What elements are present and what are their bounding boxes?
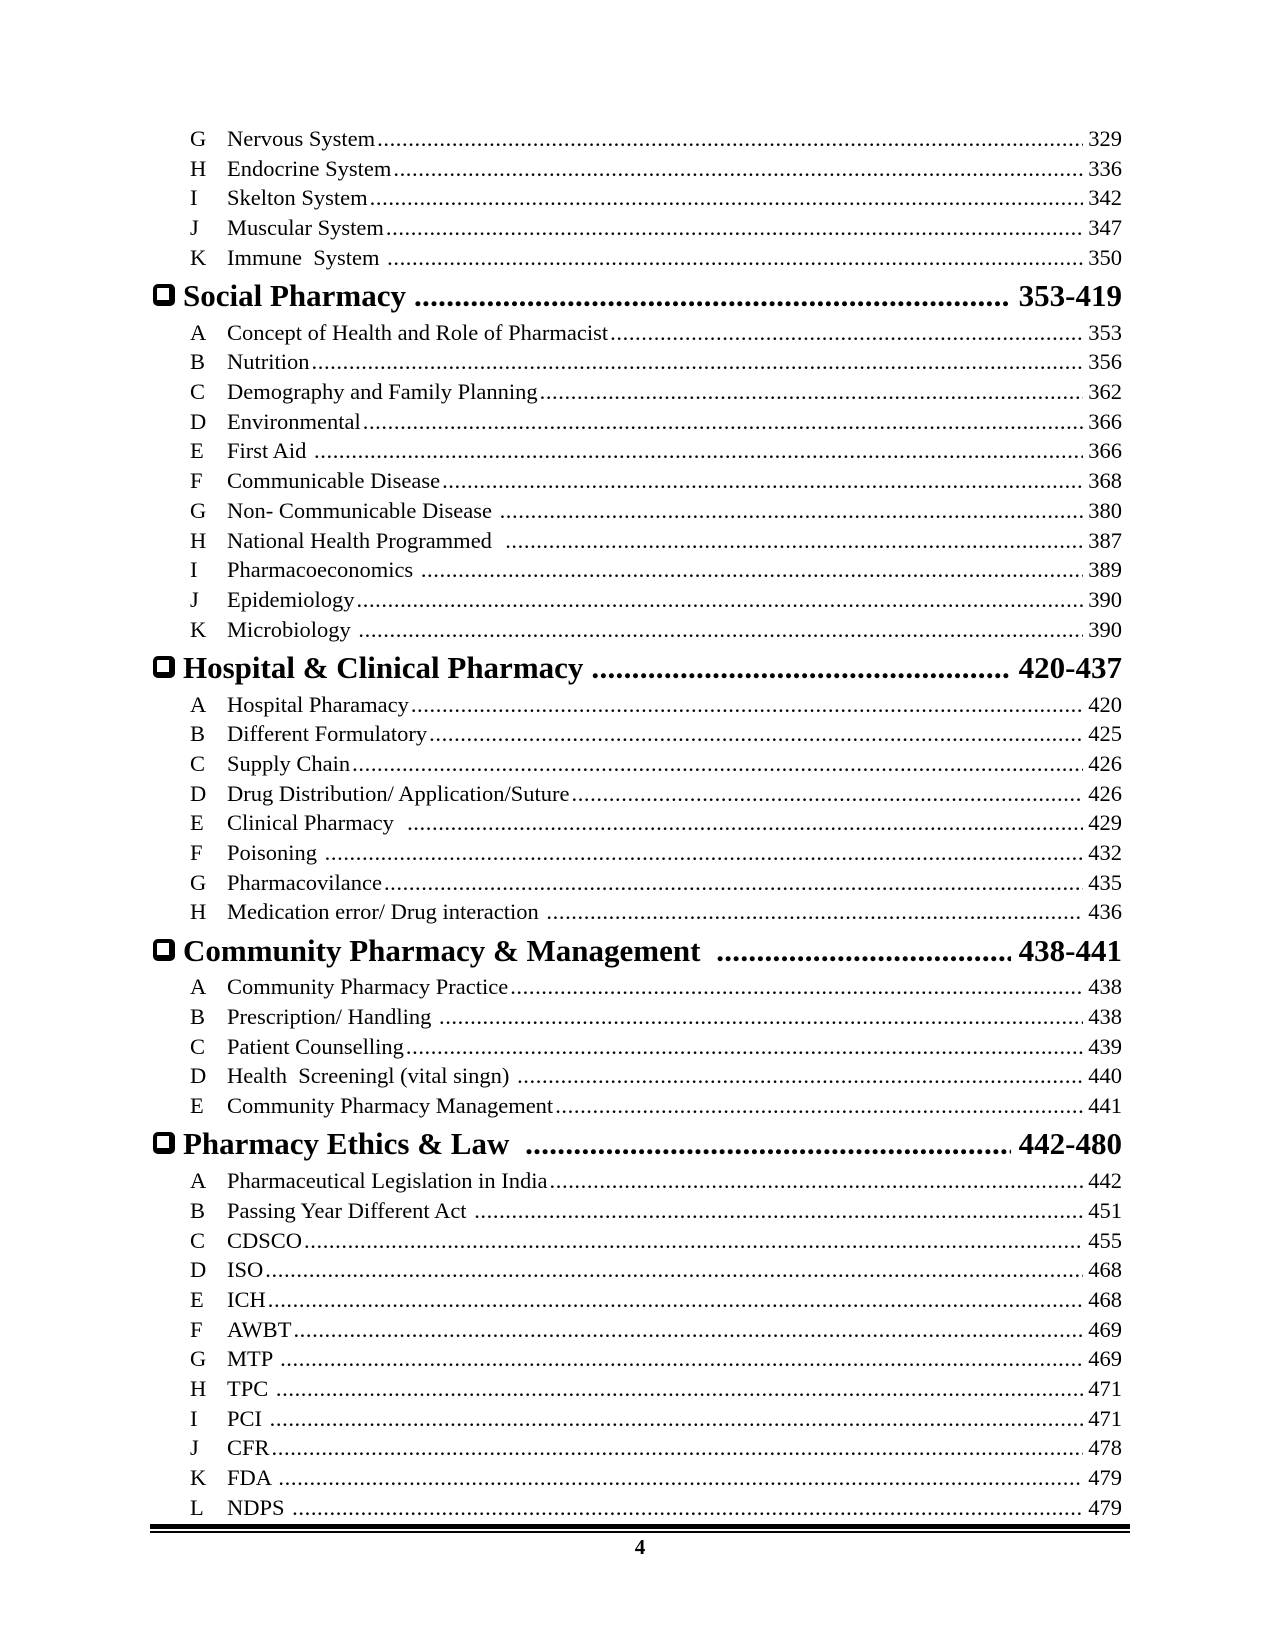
toc-entry xyxy=(150,436,1122,466)
entry-letter: J xyxy=(190,586,199,612)
toc-entry xyxy=(150,1433,1122,1463)
entry-title: Different Formulatory xyxy=(227,721,428,747)
entry-letter: G xyxy=(190,1346,207,1372)
toc-entry xyxy=(150,1463,1122,1493)
dot-leader xyxy=(292,1493,1083,1523)
entry-title: TPC xyxy=(227,1375,274,1401)
toc-entry xyxy=(150,124,1122,154)
entry-title: Microbiology xyxy=(227,616,357,642)
entry-title: Drug Distribution/ Application/Suture xyxy=(227,780,570,806)
dot-leader xyxy=(610,318,1083,348)
toc-entry xyxy=(150,1226,1122,1256)
dot-leader xyxy=(414,278,1011,313)
dot-leader xyxy=(314,436,1083,466)
entry-letter: F xyxy=(190,1316,203,1342)
toc-entry xyxy=(150,972,1122,1002)
entry-title: NDPS xyxy=(227,1494,291,1520)
dot-leader xyxy=(280,1344,1083,1374)
entry-letter: E xyxy=(190,438,204,464)
entry-page-number: 469 xyxy=(1088,1316,1122,1342)
entry-title: MTP xyxy=(227,1346,279,1372)
entry-title: Environmental xyxy=(227,408,361,434)
entry-page-number: 441 xyxy=(1088,1093,1122,1119)
entry-page-number: 425 xyxy=(1088,721,1122,747)
entry-letter: K xyxy=(190,616,207,642)
dot-leader xyxy=(387,243,1083,273)
toc-entry xyxy=(150,183,1122,213)
dot-leader xyxy=(268,1285,1084,1315)
entry-letter: J xyxy=(190,1435,199,1461)
toc-section-header xyxy=(150,1126,1122,1161)
toc-entry xyxy=(150,555,1122,585)
dot-leader xyxy=(421,555,1083,585)
toc-entry xyxy=(150,1196,1122,1226)
entry-letter: A xyxy=(190,1168,207,1194)
entry-letter: B xyxy=(190,1004,206,1030)
entry-title: Epidemiology xyxy=(227,586,355,612)
dot-leader xyxy=(363,407,1084,437)
entry-page-number: 350 xyxy=(1088,244,1122,270)
dot-leader xyxy=(312,347,1084,377)
entry-title: PCI xyxy=(227,1405,268,1431)
entry-title: Patient Counselling xyxy=(227,1033,404,1059)
toc-entry xyxy=(150,838,1122,868)
section-page-range: 442-480 xyxy=(1018,1126,1122,1162)
entry-title: FDA xyxy=(227,1465,277,1490)
entry-page-number: 362 xyxy=(1088,379,1122,405)
toc-entry xyxy=(150,496,1122,526)
dot-leader xyxy=(411,690,1083,720)
entry-page-number: 478 xyxy=(1088,1435,1122,1461)
entry-page-number: 329 xyxy=(1088,126,1122,151)
toc-entry xyxy=(150,1032,1122,1062)
entry-page-number: 387 xyxy=(1088,527,1122,553)
entry-letter: I xyxy=(190,185,198,211)
entry-title: Pharmaceutical Legislation in India xyxy=(227,1168,548,1194)
dot-leader xyxy=(386,213,1083,243)
dot-leader xyxy=(276,1374,1083,1404)
toc-entry xyxy=(150,779,1122,809)
entry-page-number: 479 xyxy=(1088,1494,1122,1520)
dot-leader xyxy=(555,1091,1083,1121)
entry-letter: E xyxy=(190,1093,204,1119)
toc-entry xyxy=(150,347,1122,377)
entry-page-number: 390 xyxy=(1088,616,1122,642)
toc-entry xyxy=(150,526,1122,556)
entry-page-number: 451 xyxy=(1088,1197,1122,1223)
entry-letter: H xyxy=(190,1375,207,1401)
entry-letter: I xyxy=(190,557,198,583)
dot-leader xyxy=(377,124,1083,154)
entry-title: Prescription/ Handling xyxy=(227,1004,437,1030)
entry-title: ISO xyxy=(227,1257,264,1283)
toc-entry xyxy=(150,1002,1122,1032)
dot-leader xyxy=(272,1433,1084,1463)
entry-letter: G xyxy=(190,126,207,151)
entry-page-number: 336 xyxy=(1088,155,1122,181)
entry-page-number: 426 xyxy=(1088,750,1122,776)
entry-page-number: 380 xyxy=(1088,497,1122,523)
entry-title: Demography and Family Planning xyxy=(227,379,538,405)
entry-letter: D xyxy=(190,780,207,806)
dot-leader xyxy=(293,1315,1083,1345)
dot-leader xyxy=(540,377,1084,407)
section-title: Social Pharmacy xyxy=(183,277,406,313)
entry-page-number: 436 xyxy=(1088,899,1122,925)
dot-leader xyxy=(407,808,1083,838)
toc-entry xyxy=(150,749,1122,779)
toc-entry xyxy=(150,377,1122,407)
entry-title: Endocrine System xyxy=(227,155,392,181)
dot-leader xyxy=(517,1061,1083,1091)
entry-page-number: 432 xyxy=(1088,840,1122,866)
dot-leader xyxy=(304,1226,1083,1256)
toc-section-header xyxy=(150,278,1122,313)
entry-page-number: 429 xyxy=(1088,810,1122,836)
entry-letter: H xyxy=(190,527,207,553)
toc-entry xyxy=(150,243,1122,273)
dot-leader xyxy=(500,496,1084,526)
toc-entry xyxy=(150,1344,1122,1374)
dot-leader xyxy=(278,1463,1083,1493)
entry-letter: I xyxy=(190,1405,198,1431)
open-square-icon xyxy=(153,1132,175,1154)
dot-leader xyxy=(591,650,1010,685)
toc-entry xyxy=(150,1315,1122,1345)
entry-title: First Aid xyxy=(227,438,313,464)
entry-title: Pharmacovilance xyxy=(227,869,382,895)
entry-letter: B xyxy=(190,721,206,747)
entry-page-number: 440 xyxy=(1088,1063,1122,1089)
entry-title: Muscular System xyxy=(227,215,384,241)
entry-title: Clinical Pharmacy xyxy=(227,810,406,836)
entry-letter: J xyxy=(190,215,199,241)
entry-title: AWBT xyxy=(227,1316,292,1342)
entry-letter: C xyxy=(190,1033,206,1059)
dot-leader xyxy=(505,526,1083,556)
section-title: Pharmacy Ethics & Law xyxy=(183,1126,518,1162)
dot-leader xyxy=(510,972,1083,1002)
dot-leader xyxy=(393,154,1083,184)
entry-letter: A xyxy=(190,319,207,345)
entry-title: Pharmacoeconomics xyxy=(227,557,419,583)
entry-page-number: 347 xyxy=(1088,215,1122,241)
entry-letter: L xyxy=(190,1494,204,1520)
toc-entry xyxy=(150,808,1122,838)
entry-page-number: 455 xyxy=(1088,1227,1122,1253)
section-page-range: 438-441 xyxy=(1018,932,1122,968)
dot-leader xyxy=(474,1196,1083,1226)
entry-page-number: 468 xyxy=(1088,1286,1122,1312)
entry-title: Non- Communicable Disease xyxy=(227,497,498,523)
dot-leader xyxy=(439,1002,1083,1032)
section-page-range: 420-437 xyxy=(1018,649,1122,685)
entry-title: Nutrition xyxy=(227,349,310,375)
dot-leader xyxy=(429,719,1083,749)
entry-letter: C xyxy=(190,379,206,405)
entry-letter: A xyxy=(190,974,207,1000)
toc-entry xyxy=(150,1404,1122,1434)
entry-title: Communicable Disease xyxy=(227,468,441,494)
entry-title: Immune System xyxy=(227,244,386,270)
entry-title: Nervous System xyxy=(227,126,376,151)
entry-letter: E xyxy=(190,1286,204,1312)
entry-page-number: 390 xyxy=(1088,586,1122,612)
toc-entry xyxy=(150,897,1122,927)
toc-entry xyxy=(150,154,1122,184)
open-square-icon xyxy=(153,939,175,961)
entry-letter: F xyxy=(190,468,203,494)
entry-page-number: 368 xyxy=(1088,468,1122,494)
open-square-icon xyxy=(153,656,175,678)
entry-title: Poisoning xyxy=(227,840,323,866)
dot-leader xyxy=(546,897,1083,927)
entry-title: Medication error/ Drug interaction xyxy=(227,899,545,925)
entry-letter: K xyxy=(190,244,207,270)
entry-page-number: 435 xyxy=(1088,869,1122,895)
toc-section-header xyxy=(150,933,1122,968)
dot-leader xyxy=(442,466,1083,496)
entry-letter: G xyxy=(190,869,207,895)
dot-leader xyxy=(525,1126,1011,1161)
dot-leader xyxy=(406,1032,1083,1062)
entry-letter: C xyxy=(190,1227,206,1253)
entry-page-number: 439 xyxy=(1088,1033,1122,1059)
open-square-icon xyxy=(153,284,175,306)
footer-rule xyxy=(150,1524,1130,1533)
toc-entry xyxy=(150,1285,1122,1315)
entry-letter: H xyxy=(190,155,207,181)
toc-entry xyxy=(150,1255,1122,1285)
entry-page-number: 342 xyxy=(1088,185,1122,211)
entry-page-number: 353 xyxy=(1088,319,1122,345)
entry-page-number: 366 xyxy=(1088,438,1122,464)
dot-leader xyxy=(265,1255,1083,1285)
entry-letter: K xyxy=(190,1465,207,1490)
dot-leader xyxy=(370,183,1084,213)
toc-entry xyxy=(150,1374,1122,1404)
section-title: Hospital & Clinical Pharmacy xyxy=(183,649,584,685)
entry-letter: D xyxy=(190,1063,207,1089)
entry-title: ICH xyxy=(227,1286,266,1312)
dot-leader xyxy=(270,1404,1084,1434)
entry-title: Community Pharmacy Management xyxy=(227,1093,554,1119)
entry-title: Supply Chain xyxy=(227,750,351,776)
entry-title: Health Screeningl (vital singn) xyxy=(227,1063,516,1089)
entry-letter: B xyxy=(190,349,206,375)
entry-page-number: 366 xyxy=(1088,408,1122,434)
entry-letter: H xyxy=(190,899,207,925)
toc-entry xyxy=(150,213,1122,243)
page-number: 4 xyxy=(634,1535,646,1559)
entry-title: CFR xyxy=(227,1435,270,1461)
entry-page-number: 471 xyxy=(1088,1375,1122,1401)
toc-entry xyxy=(150,466,1122,496)
entry-title: Community Pharmacy Practice xyxy=(227,974,509,1000)
dot-leader xyxy=(550,1166,1084,1196)
entry-title: National Health Programmed xyxy=(227,527,504,553)
entry-letter: G xyxy=(190,497,207,523)
toc-section-header xyxy=(150,650,1122,685)
dot-leader xyxy=(352,749,1083,779)
entry-letter: B xyxy=(190,1197,206,1223)
entry-page-number: 442 xyxy=(1088,1168,1122,1194)
toc-entry xyxy=(150,1091,1122,1121)
entry-letter: F xyxy=(190,840,203,866)
entry-page-number: 438 xyxy=(1088,974,1122,1000)
section-title: Community Pharmacy & Management xyxy=(183,932,709,968)
toc-entry xyxy=(150,719,1122,749)
entry-title: Skelton System xyxy=(227,185,368,211)
toc-entry xyxy=(150,615,1122,645)
entry-page-number: 479 xyxy=(1088,1465,1122,1490)
dot-leader xyxy=(325,838,1084,868)
table-of-contents xyxy=(150,124,1122,1522)
dot-leader xyxy=(357,585,1084,615)
entry-letter: C xyxy=(190,750,206,776)
entry-title: Concept of Health and Role of Pharmacist xyxy=(227,319,609,345)
entry-page-number: 469 xyxy=(1088,1346,1122,1372)
dot-leader xyxy=(384,868,1083,898)
entry-title: Hospital Pharamacy xyxy=(227,691,409,717)
entry-page-number: 389 xyxy=(1088,557,1122,583)
dot-leader xyxy=(716,933,1010,968)
section-page-range: 353-419 xyxy=(1018,277,1122,313)
dot-leader xyxy=(358,615,1083,645)
toc-entry xyxy=(150,1493,1122,1523)
entry-letter: D xyxy=(190,408,207,434)
dot-leader xyxy=(571,779,1083,809)
entry-letter: E xyxy=(190,810,204,836)
toc-entry xyxy=(150,868,1122,898)
entry-page-number: 356 xyxy=(1088,349,1122,375)
entry-page-number: 420 xyxy=(1088,691,1122,717)
toc-entry xyxy=(150,407,1122,437)
toc-entry xyxy=(150,690,1122,720)
entry-title: CDSCO xyxy=(227,1227,303,1253)
entry-page-number: 468 xyxy=(1088,1257,1122,1283)
toc-entry xyxy=(150,585,1122,615)
entry-page-number: 471 xyxy=(1088,1405,1122,1431)
entry-letter: D xyxy=(190,1257,207,1283)
entry-page-number: 438 xyxy=(1088,1004,1122,1030)
entry-title: Passing Year Different Act xyxy=(227,1197,473,1223)
entry-letter: A xyxy=(190,691,207,717)
entry-page-number: 426 xyxy=(1088,780,1122,806)
toc-entry xyxy=(150,1061,1122,1091)
toc-entry xyxy=(150,318,1122,348)
toc-entry xyxy=(150,1166,1122,1196)
